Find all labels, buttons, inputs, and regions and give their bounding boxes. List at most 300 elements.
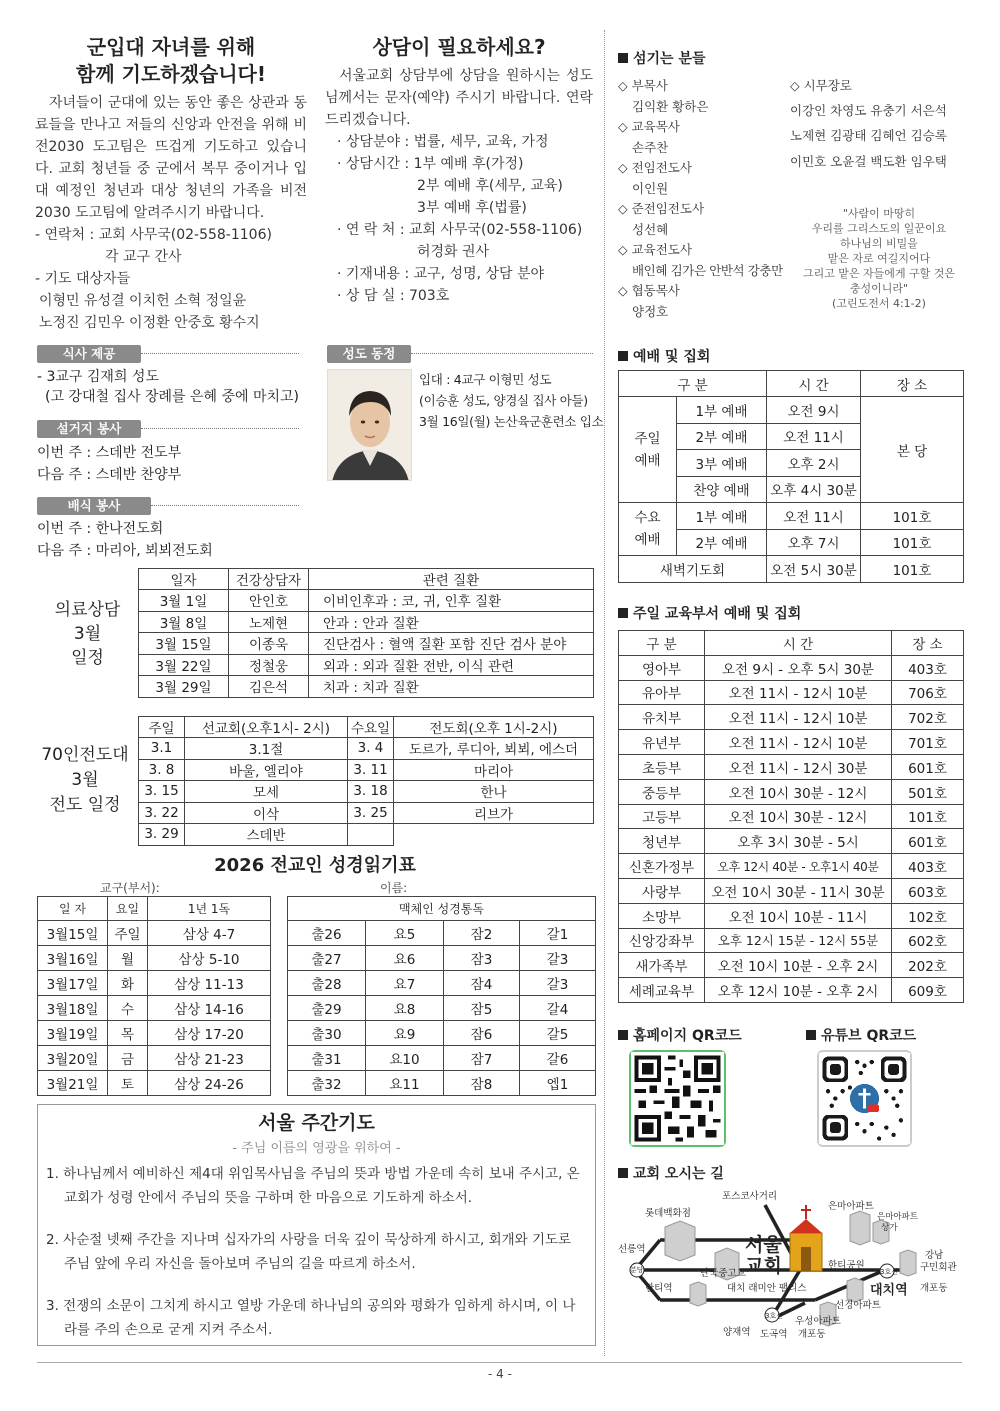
serve-next-week: 다음 주 : 마리아, 뵈뵈전도회	[37, 543, 213, 559]
cell: 오전 10시 30분 - 12시	[705, 804, 892, 829]
medical-table	[138, 568, 594, 698]
cell: 오전 11시 - 12시 30분	[705, 754, 892, 779]
cell: 603호	[892, 878, 964, 903]
cell: 오전 9시 - 오후 5시 30분	[705, 655, 892, 680]
verse-line: 우리를 그리스도의 일꾼이요	[811, 222, 947, 235]
servant-role: ◇ 교육전도사	[618, 242, 692, 257]
cell: 3. 8	[139, 759, 185, 781]
cell: 오후 12시 40분 - 오후1시 40분	[705, 854, 892, 879]
cell: 잠2	[444, 921, 520, 946]
cell: 요6	[366, 946, 444, 971]
cell: 오전 11시	[767, 423, 861, 450]
cell: 잠3	[444, 946, 520, 971]
cell	[348, 824, 394, 846]
church-building-icon	[790, 1205, 822, 1271]
news-line-3: 3월 16일(월) 논산육군훈련소 입소	[419, 414, 604, 429]
map-label: 선경아파트	[835, 1300, 881, 1311]
cell: 3.1	[139, 738, 185, 760]
church-name: 교회	[745, 1255, 782, 1277]
dish-this-week: 이번 주 : 스데반 전도부	[37, 445, 182, 461]
elders-names: 이강인 차영도 유충기 서은석	[790, 102, 947, 118]
cell: 찬양 예배	[677, 476, 767, 503]
evangelism-header: 선교회(오후1시- 2시)	[185, 717, 348, 738]
cell: 잠7	[444, 1046, 520, 1071]
table-row	[38, 1021, 271, 1046]
cell: 오전 11시	[767, 503, 861, 530]
cell: 오전 9시	[767, 397, 861, 424]
bible-right-table	[287, 896, 596, 1096]
cell: 모세	[185, 781, 348, 803]
education-header: 구 분	[619, 631, 705, 656]
cell: 오전 10시 10분 - 오후 2시	[705, 953, 892, 978]
cell: 3월 1일	[139, 590, 229, 612]
cell: 치과 : 치과 질환	[309, 676, 594, 698]
education-table	[618, 630, 964, 1003]
education-title: 주일 교육부서 예배 및 집회	[633, 606, 802, 622]
bible-header: 일 자	[38, 897, 108, 921]
cell: 706호	[892, 680, 964, 705]
cell: 금	[108, 1046, 148, 1071]
cell: 소망부	[619, 903, 705, 928]
military-prayer-contact-1: - 연락처 : 교회 사무국(02-558-1106)	[35, 227, 272, 243]
cell: 고등부	[619, 804, 705, 829]
education-header: 장 소	[892, 631, 964, 656]
cell: 3. 25	[348, 802, 394, 824]
table-row	[139, 590, 594, 612]
table-row	[288, 971, 596, 996]
worship-title: 예배 및 집회	[633, 349, 711, 365]
map-label: 한티역	[645, 1283, 673, 1294]
table-row	[619, 928, 964, 953]
table-row	[619, 903, 964, 928]
military-prayer-targets-2: 노정진 김민우 이정환 안중호 황수지	[39, 315, 260, 331]
table-row	[288, 996, 596, 1021]
cell: 오후 7시	[767, 529, 861, 556]
cell: 101호	[861, 503, 964, 530]
map-label: 단국중고교	[700, 1268, 746, 1279]
counseling-time-3: 3부 예배 후(법률)	[417, 200, 527, 216]
serve-label: 배식 봉사	[37, 497, 151, 515]
evangelism-table	[138, 716, 594, 846]
cell: 삼상 14-16	[148, 996, 271, 1021]
cell: 오후 12시 15분 - 12시 55분	[705, 928, 892, 953]
cell	[394, 824, 594, 846]
cell: 갈6	[520, 1046, 596, 1071]
military-prayer-title-2: 함께 기도하겠습니다!	[76, 62, 266, 86]
counseling-section	[325, 34, 593, 307]
cell: 한나	[394, 781, 594, 803]
bible-header: 맥체인 성경통독	[288, 897, 596, 921]
table-row	[38, 946, 271, 971]
cell: 3월 29일	[139, 676, 229, 698]
cell: 삼상 17-20	[148, 1021, 271, 1046]
directions-title: 교회 오시는 길	[633, 1166, 724, 1182]
map-label: 대치역	[870, 1283, 908, 1298]
evangelism-side-label-3: 전도 일정	[49, 795, 121, 815]
map-label: 한티공원	[828, 1260, 865, 1271]
scripture-verse	[790, 206, 968, 311]
youtube-qr-heading	[806, 1025, 916, 1045]
cell: 안인호	[229, 590, 309, 612]
cell: 오후 3시 30분 - 5시	[705, 829, 892, 854]
meal-label: 식사 제공	[37, 345, 141, 363]
cell: 노제현	[229, 611, 309, 633]
cell: 3월20일	[38, 1046, 108, 1071]
cell: 3월18일	[38, 996, 108, 1021]
servant-names: 손주찬	[632, 139, 669, 155]
education-header: 시 간	[705, 631, 892, 656]
counseling-time-1: · 상담시간 : 1부 예배 후(가정)	[337, 156, 524, 172]
servant-role: ◇ 전임전도사	[618, 160, 692, 175]
dish-label: 설거지 봉사	[37, 420, 141, 438]
elders-role: ◇ 시무장로	[790, 78, 852, 93]
cell: 갈3	[520, 946, 596, 971]
cell: 출30	[288, 1021, 366, 1046]
map-label: 개포동	[798, 1329, 826, 1340]
youtube-qr-code[interactable]	[817, 1050, 912, 1147]
map-label: 3호선	[880, 1268, 898, 1276]
evangelism-header: 수요일	[348, 717, 394, 738]
cell: 갈3	[520, 971, 596, 996]
servant-names: 이인원	[632, 180, 669, 196]
map-label: 구민회관	[920, 1262, 957, 1273]
cell: 1부 예배	[677, 503, 767, 530]
cell: 삼상 5-10	[148, 946, 271, 971]
weekly-prayer-item: 2. 사순절 넷째 주간을 지나며 십자가의 사랑을 더욱 깊이 묵상하게 하시고, 회개와 기도로 주님 앞에 우리 자신을 돌아보며 주님의 길을 따르게 하소서.	[46, 1232, 572, 1272]
servants-title: 섬기는 분들	[633, 51, 706, 67]
cell: 주일	[108, 921, 148, 946]
homepage-qr-heading	[618, 1025, 742, 1045]
cell: 3월 22일	[139, 654, 229, 676]
cell: 3. 22	[139, 802, 185, 824]
table-row	[139, 654, 594, 676]
counseling-room: · 상 담 실 : 703호	[337, 288, 450, 304]
cell: 리브가	[394, 802, 594, 824]
military-prayer-contact-2: 각 교구 간사	[105, 249, 182, 265]
table-row	[139, 676, 594, 698]
servant-role: ◇ 교육목사	[618, 119, 680, 134]
cell: 잠4	[444, 971, 520, 996]
bible-header: 요일	[108, 897, 148, 921]
cell: 501호	[892, 779, 964, 804]
evangelism-side-label-2: 3월	[71, 770, 99, 790]
cell: 601호	[892, 829, 964, 854]
cell: 신혼가정부	[619, 854, 705, 879]
cell: 갈4	[520, 996, 596, 1021]
cell: 요7	[366, 971, 444, 996]
map-label: 포스코사거리	[722, 1191, 778, 1202]
cell: 요11	[366, 1071, 444, 1096]
cell: 101호	[861, 556, 964, 583]
youtube-qr-title: 유튜브 QR코드	[821, 1028, 917, 1044]
cell: 3월16일	[38, 946, 108, 971]
cell: 오전 10시 10분 - 11시	[705, 903, 892, 928]
cell: 진단검사 : 혈액 질환 포함 진단 검사 분야	[309, 633, 594, 655]
cell: 403호	[892, 854, 964, 879]
cell: 오후 12시 10분 - 오후 2시	[705, 978, 892, 1003]
cell: 3월17일	[38, 971, 108, 996]
table-row	[139, 738, 594, 760]
cell: 새벽기도회	[619, 556, 767, 583]
cell: 701호	[892, 730, 964, 755]
table-row	[619, 854, 964, 879]
counseling-contact-2: 허경화 권사	[417, 244, 490, 260]
table-row	[139, 802, 594, 824]
medical-side-label-2: 3월	[73, 624, 102, 644]
cell: 2부 예배	[677, 423, 767, 450]
sunday-label: 주일 예배	[619, 397, 677, 503]
military-prayer-targets-label: - 기도 대상자들	[35, 271, 131, 287]
table-row	[38, 971, 271, 996]
dish-next-week: 다음 주 : 스데반 찬양부	[37, 467, 182, 483]
directions-heading	[618, 1163, 724, 1183]
wed-label: 수요 예배	[619, 503, 677, 556]
table-row	[619, 503, 964, 530]
cell: 토	[108, 1071, 148, 1096]
directions-map	[615, 1185, 970, 1355]
news-label: 성도 동정	[327, 345, 411, 363]
table-row	[139, 633, 594, 655]
table-row	[619, 397, 964, 424]
cell: 오전 5시 30분	[767, 556, 861, 583]
cell: 3월 8일	[139, 611, 229, 633]
cell: 3. 29	[139, 824, 185, 846]
cell: 101호	[892, 804, 964, 829]
table-row	[288, 1021, 596, 1046]
verse-line: 맡은 자로 여길지어다	[827, 252, 931, 265]
military-prayer-body: 자녀들이 군대에 있는 동안 좋은 상관과 동료들을 만나고 저들의 신앙과 안전을 위해 비전2030 도고팀은 뜨겁게 기도하고 있습니다. 교회 청년들 중 군에서 복무 중이거나 입대 예정인 청년과 대상 청년의 가족을 비전2030 도고팀에 알려주시기 바랍니다.	[35, 95, 307, 221]
bible-header: 1년 1독	[148, 897, 271, 921]
cell: 601호	[892, 754, 964, 779]
table-row	[619, 779, 964, 804]
cell: 유아부	[619, 680, 705, 705]
cell: 오전 11시 - 12시 10분	[705, 730, 892, 755]
map-label: 분당	[630, 1266, 644, 1274]
servant-names: 김익환 황하은	[632, 98, 709, 114]
servants-heading	[618, 48, 706, 68]
cell: 101호	[861, 529, 964, 556]
table-row	[619, 705, 964, 730]
medical-side-label-1: 의료상담	[54, 600, 121, 620]
cell: 이종욱	[229, 633, 309, 655]
medical-header: 관련 질환	[309, 569, 594, 590]
cell: 2부 예배	[677, 529, 767, 556]
cell: 602호	[892, 928, 964, 953]
table-row	[619, 754, 964, 779]
cell: 삼상 21-23	[148, 1046, 271, 1071]
cell: 3. 18	[348, 781, 394, 803]
homepage-qr-title: 홈페이지 QR코드	[633, 1028, 742, 1044]
cell: 잠5	[444, 996, 520, 1021]
bible-reading-title: 2026 전교인 성경읽기표	[214, 855, 416, 876]
table-row	[38, 921, 271, 946]
cell: 갈1	[520, 921, 596, 946]
member-photo	[327, 369, 412, 481]
sunday-place: 본 당	[861, 397, 964, 503]
verse-line: (고린도전서 4:1-2)	[832, 297, 926, 310]
cell: 오후 4시 30분	[767, 476, 861, 503]
cell: 오전 10시 30분 - 12시	[705, 779, 892, 804]
cell: 김은석	[229, 676, 309, 698]
cell: 오후 2시	[767, 450, 861, 477]
cell: 3월21일	[38, 1071, 108, 1096]
cell: 정철웅	[229, 654, 309, 676]
cell: 외과 : 외과 질환 전반, 이식 관련	[309, 654, 594, 676]
map-label: 롯데백화점	[645, 1208, 691, 1219]
cell: 세례교육부	[619, 978, 705, 1003]
cell: 잠8	[444, 1071, 520, 1096]
cell: 엡1	[520, 1071, 596, 1096]
cell: 403호	[892, 655, 964, 680]
cell: 702호	[892, 705, 964, 730]
table-row	[619, 829, 964, 854]
table-row	[139, 781, 594, 803]
cell: 삼상 4-7	[148, 921, 271, 946]
medical-header: 일자	[139, 569, 229, 590]
bible-left-table	[37, 896, 271, 1096]
cell: 3. 15	[139, 781, 185, 803]
map-label: 3호선	[765, 1312, 783, 1320]
table-row	[619, 655, 964, 680]
cell: 도르가, 루디아, 뵈뵈, 에스더	[394, 738, 594, 760]
cell: 3월15일	[38, 921, 108, 946]
map-label: 은마아파트	[828, 1201, 874, 1212]
cell: 1부 예배	[677, 397, 767, 424]
map-label: 은마아파트	[877, 1212, 919, 1222]
map-label: 대치 래미안 팰리스	[727, 1283, 807, 1294]
cell: 유년부	[619, 730, 705, 755]
cell: 월	[108, 946, 148, 971]
medical-side-label-3: 일정	[71, 648, 104, 668]
worship-header: 시 간	[767, 371, 861, 397]
table-row	[288, 946, 596, 971]
map-label: 상가	[881, 1223, 898, 1233]
cell: 영아부	[619, 655, 705, 680]
servant-names: 배인혜 김가은 안반석 강충만	[632, 262, 783, 278]
table-row	[139, 824, 594, 846]
cell: 초등부	[619, 754, 705, 779]
military-prayer-targets-1: 이형민 유성결 이치헌 소혁 정일윤	[39, 293, 247, 309]
worship-heading	[618, 346, 710, 366]
table-row	[288, 921, 596, 946]
cell: 요5	[366, 921, 444, 946]
news-line-2: (이승훈 성도, 양경실 집사 아들)	[419, 393, 588, 408]
cell: 609호	[892, 978, 964, 1003]
cell: 3월 15일	[139, 633, 229, 655]
cell: 출26	[288, 921, 366, 946]
cell: 중등부	[619, 779, 705, 804]
bible-parish-label: 교구(부서):	[100, 881, 160, 895]
elders-names: 노제현 김광태 김혜언 김승록	[790, 128, 947, 143]
cell: 3부 예배	[677, 450, 767, 477]
cell: 바울, 엘리야	[185, 759, 348, 781]
cell: 요10	[366, 1046, 444, 1071]
verse-line: "사람이 마땅히	[842, 207, 916, 220]
table-row	[38, 1046, 271, 1071]
table-row	[619, 878, 964, 903]
cell: 삼상 24-26	[148, 1071, 271, 1096]
cell: 출27	[288, 946, 366, 971]
cell: 새가족부	[619, 953, 705, 978]
table-row	[139, 759, 594, 781]
cell: 스데반	[185, 824, 348, 846]
cell: 유치부	[619, 705, 705, 730]
map-label: 개포동	[920, 1283, 948, 1294]
table-row	[288, 1071, 596, 1096]
evangelism-side-label-1: 70인전도대	[41, 745, 129, 765]
map-label: 선릉역	[618, 1244, 646, 1255]
verse-line: 그리고 맡은 자들에게 구할 것은	[802, 267, 956, 280]
servant-role: ◇ 부목사	[618, 78, 668, 93]
servant-role: ◇ 협동목사	[618, 283, 680, 298]
cell: 신앙강좌부	[619, 928, 705, 953]
cell: 출28	[288, 971, 366, 996]
servant-names: 양정호	[632, 303, 669, 319]
page-number: - 4 -	[488, 1367, 512, 1381]
worship-header: 구 분	[619, 371, 767, 397]
verse-line: 충성이니라"	[849, 282, 909, 295]
cell: 3월19일	[38, 1021, 108, 1046]
table-row	[619, 804, 964, 829]
cell: 요9	[366, 1021, 444, 1046]
cell: 오전 10시 30분 - 11시 30분	[705, 878, 892, 903]
military-prayer-title-1: 군입대 자녀를 위해	[86, 35, 256, 59]
cell: 3.1절	[185, 738, 348, 760]
table-row	[619, 978, 964, 1003]
map-label: 도곡역	[760, 1329, 788, 1340]
table-row	[38, 1071, 271, 1096]
cell: 목	[108, 1021, 148, 1046]
table-row	[139, 611, 594, 633]
table-row	[619, 556, 964, 583]
cell: 요8	[366, 996, 444, 1021]
serve-this-week: 이번 주 : 한나전도회	[37, 521, 164, 537]
cell: 오전 11시 - 12시 10분	[705, 705, 892, 730]
table-row	[619, 953, 964, 978]
counseling-entry: · 기재내용 : 교구, 성명, 상담 분야	[337, 266, 545, 282]
cell: 3. 11	[348, 759, 394, 781]
cell: 수	[108, 996, 148, 1021]
cell: 삼상 11-13	[148, 971, 271, 996]
worship-header: 장 소	[861, 371, 964, 397]
table-row	[619, 730, 964, 755]
cell: 마리아	[394, 759, 594, 781]
counseling-time-2: 2부 예배 후(세무, 교육)	[417, 178, 563, 194]
cell: 102호	[892, 903, 964, 928]
counseling-contact-1: · 연 락 처 : 교회 사무국(02-558-1106)	[337, 222, 583, 238]
worship-table	[618, 370, 964, 583]
map-label: 강남	[925, 1250, 944, 1261]
verse-line: 하나님의 비밀을	[840, 237, 918, 250]
cell: 오전 11시 - 12시 10분	[705, 680, 892, 705]
map-label: 우성아파트	[795, 1316, 841, 1327]
meal-line-2: (고 강대철 집사 장례를 은혜 중에 마치고)	[45, 389, 300, 405]
weekly-prayer-title: 서울 주간기도	[258, 1112, 375, 1134]
table-row	[619, 680, 964, 705]
servant-role: ◇ 준전임전도사	[618, 201, 705, 216]
cell: 안과 : 안과 질환	[309, 611, 594, 633]
weekly-prayer-subtitle: - 주님 이름의 영광을 위하여 -	[232, 1141, 401, 1156]
church-name: 서울	[745, 1234, 782, 1256]
military-prayer-section	[35, 34, 307, 334]
counseling-field: · 상담분야 : 법률, 세무, 교육, 가정	[337, 134, 549, 150]
cell: 화	[108, 971, 148, 996]
cell: 3. 4	[348, 738, 394, 760]
homepage-qr-code[interactable]	[629, 1050, 726, 1147]
meal-line-1: - 3교구 김재희 성도	[37, 369, 159, 385]
medical-header: 건강상담자	[229, 569, 309, 590]
cell: 출31	[288, 1046, 366, 1071]
